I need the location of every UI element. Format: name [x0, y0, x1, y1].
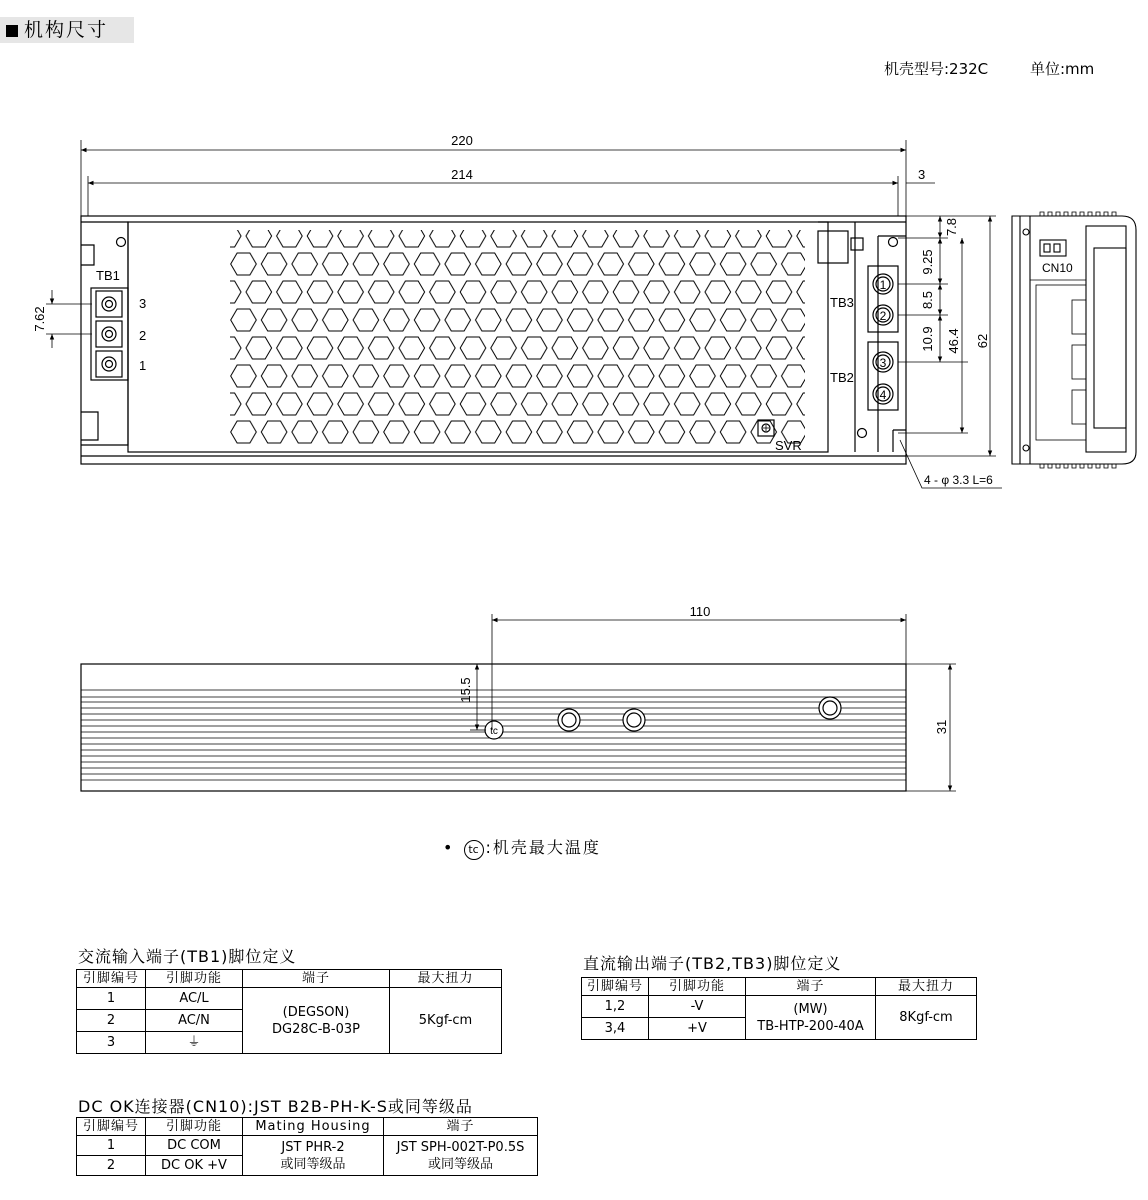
housing-cell: [243, 1136, 384, 1176]
tb1-table-title: 交流输入端子(TB1)脚位定义: [78, 947, 297, 966]
dc-pin-3: 3: [879, 356, 887, 370]
table-cell: +V: [649, 1018, 746, 1040]
col-pin-function: 引脚功能: [146, 970, 243, 988]
table-cell: 1: [77, 1136, 146, 1156]
cn10-label: CN10: [1042, 261, 1073, 275]
dim-109-label: 10.9: [920, 326, 935, 352]
tb1-pin-1: 1: [139, 358, 147, 373]
tc-note: • tc :机壳最大温度: [443, 835, 601, 860]
col-mating-housing: Mating Housing: [243, 1118, 384, 1136]
side-view-labels: [458, 604, 949, 737]
table-cell: AC/N: [146, 1010, 243, 1032]
col-terminal: 端子: [243, 970, 390, 988]
table-cell: 2: [77, 1156, 146, 1176]
housing-line: 或同等级品: [280, 1156, 346, 1172]
case-model-label: 机壳型号:232C: [884, 60, 989, 78]
tb2-label: TB2: [830, 370, 854, 385]
torque-cell: 5Kgf-cm: [390, 988, 502, 1054]
col-terminal: 端子: [384, 1118, 538, 1136]
tb3-label: TB3: [830, 295, 854, 310]
cn10-pin-table: [76, 1117, 538, 1176]
terminal-line: TB-HTP-200-40A: [757, 1018, 864, 1034]
dim-762-label: 7.62: [32, 306, 47, 332]
top-view: [46, 140, 1002, 488]
col-pin-no: 引脚编号: [77, 1118, 146, 1136]
terminal-cell: [384, 1136, 538, 1176]
side-view: [81, 614, 956, 791]
torque-cell: 8Kgf-cm: [876, 996, 977, 1040]
tb1-pin-3: 3: [139, 296, 147, 311]
tc-symbol-icon: tc: [464, 840, 484, 860]
dim-925-label: 9.25: [920, 249, 935, 275]
col-torque: 最大扭力: [390, 970, 502, 988]
col-pin-function: 引脚功能: [146, 1118, 243, 1136]
table-cell: -V: [649, 996, 746, 1018]
col-pin-no: 引脚编号: [582, 978, 649, 996]
dim-62-label: 62: [975, 333, 990, 349]
housing-line: JST PHR-2: [281, 1139, 345, 1155]
mount-note: 4 - φ 3.3 L=6: [924, 473, 993, 487]
dim-214-label: 214: [451, 167, 473, 182]
col-torque: 最大扭力: [876, 978, 977, 996]
dc-pin-2: 2: [879, 309, 887, 323]
tc-mark: tc: [490, 726, 498, 737]
dc-pin-4: 4: [879, 388, 887, 402]
dim-3-label: 3: [918, 167, 926, 182]
unit-label: 单位:mm: [1030, 60, 1095, 78]
tb23-pin-table: [581, 977, 977, 1040]
terminal-cell: [243, 988, 390, 1054]
col-pin-function: 引脚功能: [649, 978, 746, 996]
dim-78-label: 7.8: [944, 217, 959, 237]
dim-220-label: 220: [451, 133, 473, 148]
terminal-line: 或同等级品: [427, 1156, 493, 1172]
dc-pin-1: 1: [879, 278, 887, 292]
dim-110-label: 110: [689, 604, 711, 619]
table-cell: 1,2: [582, 996, 649, 1018]
table-cell: DC COM: [146, 1136, 243, 1156]
svr-label: SVR: [775, 438, 802, 453]
table-cell: 2: [77, 1010, 146, 1032]
tb1-pin-table: [76, 969, 502, 1054]
section-title: 机构尺寸: [24, 19, 109, 41]
end-view: [1012, 212, 1136, 468]
table-cell: AC/L: [146, 988, 243, 1010]
tc-note-text: :机壳最大温度: [485, 838, 601, 857]
terminal-line: JST SPH-002T-P0.5S: [396, 1139, 525, 1155]
cn10-table-title: DC OK连接器(CN10):JST B2B-PH-K-S或同等级品: [78, 1097, 473, 1116]
table-cell: 3: [77, 1032, 146, 1054]
ground-icon: ⏚: [146, 1032, 243, 1054]
tb23-table-title: 直流输出端子(TB2,TB3)脚位定义: [583, 954, 842, 973]
table-cell: 3,4: [582, 1018, 649, 1040]
table-cell: 1: [77, 988, 146, 1010]
table-cell: DC OK +V: [146, 1156, 243, 1176]
col-pin-no: 引脚编号: [77, 970, 146, 988]
tb1-label: TB1: [96, 268, 120, 283]
dim-464-label: 46.4: [946, 328, 961, 354]
terminal-line: (MW): [793, 1001, 828, 1017]
dim-155-label: 15.5: [458, 677, 473, 703]
terminal-line: (DEGSON): [282, 1004, 350, 1020]
terminal-line: DG28C-B-03P: [272, 1021, 360, 1037]
col-terminal: 端子: [746, 978, 876, 996]
dim-85-label: 8.5: [920, 290, 935, 310]
terminal-cell: [746, 996, 876, 1040]
tb1-pin-2: 2: [139, 328, 147, 343]
dim-31-label: 31: [934, 719, 949, 735]
